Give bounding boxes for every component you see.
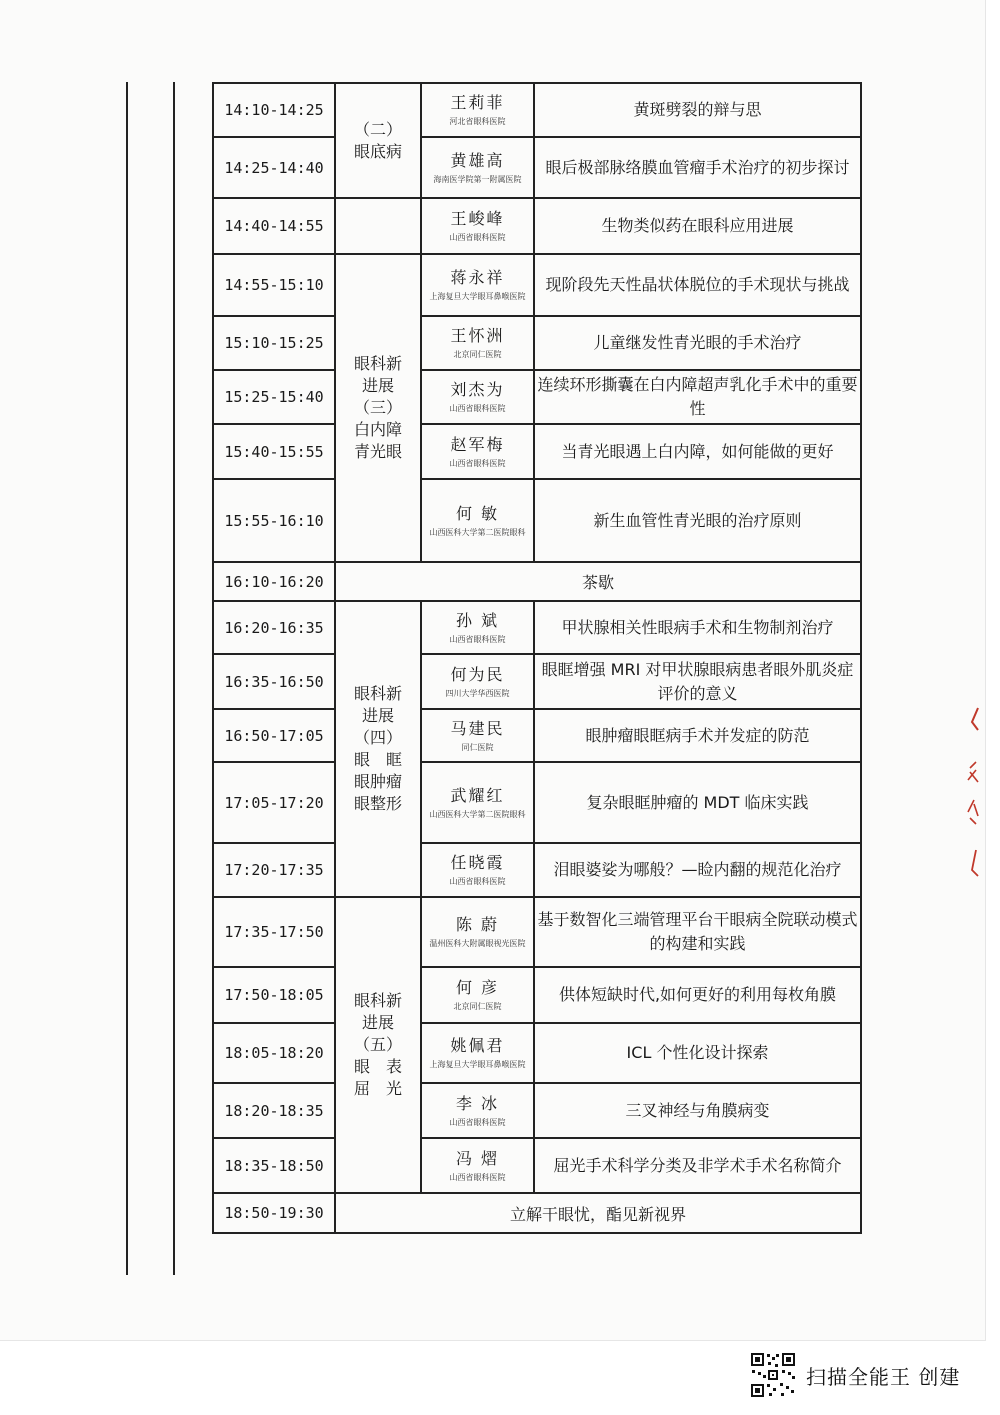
time-cell: 14:25-14:40 [213,137,335,198]
speaker-name: 王莉菲 [450,93,505,112]
time-cell: 18:05-18:20 [213,1023,335,1083]
session-label-orbit: 眼科新 进展 （四） 眼 眶 眼肿瘤 眼整形 [335,601,421,897]
left-column-line [173,82,175,1275]
speaker-name: 武耀红 [450,785,505,805]
speaker-institution: 山西医科大学第二医院眼科 [429,809,526,819]
time-cell: 17:20-17:35 [213,843,335,897]
time-cell: 17:05-17:20 [213,762,335,843]
speaker-institution: 山西省眼科医院 [449,1172,506,1182]
speaker-cell [421,316,534,370]
time-cell: 18:20-18:35 [213,1083,335,1138]
topic-cell: 眼后极部脉络膜血管瘤手术治疗的初步探讨 [534,137,861,198]
time-cell: 16:20-16:35 [213,601,335,654]
time-cell: 16:10-16:20 [213,562,335,601]
speaker-cell [421,1023,534,1083]
session-label-ocular-surface: 眼科新 进展 （五） 眼 表 屈 光 [335,897,421,1193]
speaker-cell [421,897,534,967]
speaker-name: 刘杰为 [450,380,505,399]
scanner-watermark [750,1350,960,1400]
speaker-cell [421,967,534,1023]
speaker-cell [421,198,534,254]
speaker-institution: 山西省眼科医院 [449,233,506,242]
speaker-institution: 四川大学华西医院 [445,688,510,698]
speaker-institution: 山西省眼科医院 [449,634,506,644]
topic-cell: 三叉神经与角膜病变 [534,1083,861,1138]
speaker-cell [421,424,534,479]
speaker-name: 李 冰 [455,1093,500,1113]
closing-slogan-cell: 立解干眼忧，酯见新视界 [335,1193,861,1233]
speaker-cell [421,1083,534,1138]
speaker-institution: 河北省眼科医院 [449,117,506,126]
tea-break-cell: 茶歇 [335,562,861,601]
topic-cell: 屈光手术科学分类及非学术手术名称简介 [534,1138,861,1193]
speaker-institution: 温州医科大附属眼视光医院 [429,939,526,948]
speaker-institution: 山西省眼科医院 [449,458,506,468]
time-cell: 18:35-18:50 [213,1138,335,1193]
speaker-institution: 山西省眼科医院 [449,877,506,886]
time-cell: 15:25-15:40 [213,370,335,424]
session-label-fundus: （二） 眼底病 [335,83,421,198]
time-cell: 15:40-15:55 [213,424,335,479]
speaker-name: 何为民 [450,664,505,684]
speaker-institution: 山西省眼科医院 [449,404,506,413]
topic-cell: 连续环形撕囊在白内障超声乳化手术中的重要性 [534,370,861,424]
red-stamp-fragment [962,700,984,890]
topic-cell: 甲状腺相关性眼病手术和生物制剂治疗 [534,601,861,654]
speaker-cell [421,762,534,843]
speaker-name: 马建民 [450,718,505,738]
speaker-cell [421,709,534,762]
time-cell: 14:40-14:55 [213,198,335,254]
speaker-name: 王怀洲 [450,326,505,345]
topic-cell: 现阶段先天性晶状体脱位的手术现状与挑战 [534,254,861,316]
topic-cell: 眼眶增强 MRI 对甲状腺眼病患者眼外肌炎症评价的意义 [534,654,861,709]
speaker-institution: 北京同仁医院 [453,350,502,359]
topic-cell: 新生血管性青光眼的治疗原则 [534,479,861,562]
speaker-name: 黄雄高 [450,150,505,170]
left-border-line [126,82,128,1275]
speaker-cell [421,843,534,897]
speaker-name: 何 彦 [455,978,500,997]
speaker-name: 任晓霞 [450,853,505,872]
speaker-cell [421,479,534,562]
topic-cell: ICL 个性化设计探索 [534,1023,861,1083]
time-cell: 16:50-17:05 [213,709,335,762]
speaker-institution: 山西省眼科医院 [449,1117,506,1127]
speaker-name: 何 敏 [455,503,500,523]
speaker-institution: 同仁医院 [461,742,494,752]
topic-cell: 黄斑劈裂的辩与思 [534,83,861,137]
speaker-institution: 山西医科大学第二医院眼科 [429,527,526,537]
topic-cell: 眼肿瘤眼眶病手术并发症的防范 [534,709,861,762]
speaker-name: 陈 蔚 [455,915,500,934]
speaker-institution: 海南医学院第一附属医院 [433,174,522,184]
time-cell: 15:55-16:10 [213,479,335,562]
topic-cell: 供体短缺时代,如何更好的利用每枚角膜 [534,967,861,1023]
speaker-name: 蒋永祥 [450,268,505,287]
time-cell: 14:55-15:10 [213,254,335,316]
schedule-table [212,82,860,1232]
topic-cell: 生物类似药在眼科应用进展 [534,198,861,254]
speaker-cell [421,654,534,709]
speaker-cell [421,137,534,198]
speaker-name: 姚佩君 [450,1036,505,1055]
time-cell: 16:35-16:50 [213,654,335,709]
speaker-institution: 北京同仁医院 [453,1002,502,1011]
time-cell: 18:50-19:30 [213,1193,335,1233]
speaker-cell [421,601,534,654]
speaker-institution: 上海复旦大学眼耳鼻喉医院 [429,292,526,301]
topic-cell: 当青光眼遇上白内障，如何能做的更好 [534,424,861,479]
speaker-institution: 上海复旦大学眼耳鼻喉医院 [429,1060,526,1069]
speaker-cell [421,1138,534,1193]
topic-cell: 复杂眼眶肿瘤的 MDT 临床实践 [534,762,861,843]
watermark-text: 扫描全能王 创建 [806,1364,961,1389]
time-cell: 14:10-14:25 [213,83,335,137]
time-cell: 17:35-17:50 [213,897,335,967]
speaker-cell [421,83,534,137]
topic-cell: 泪眼婆娑为哪般？—睑内翻的规范化治疗 [534,843,861,897]
speaker-cell [421,254,534,316]
speaker-name: 王峻峰 [450,209,505,228]
speaker-cell [421,370,534,424]
speaker-name: 赵军梅 [450,434,505,454]
topic-cell: 基于数智化三端管理平台干眼病全院联动模式的构建和实践 [534,897,861,967]
speaker-name: 冯 熠 [455,1148,500,1168]
session-label-empty [335,198,421,254]
session-label-cataract-glaucoma: 眼科新 进展 （三） 白内障 青光眼 [335,254,421,562]
qr-code-icon [750,1352,796,1398]
time-cell: 17:50-18:05 [213,967,335,1023]
topic-cell: 儿童继发性青光眼的手术治疗 [534,316,861,370]
time-cell: 15:10-15:25 [213,316,335,370]
speaker-name: 孙 斌 [455,610,500,630]
